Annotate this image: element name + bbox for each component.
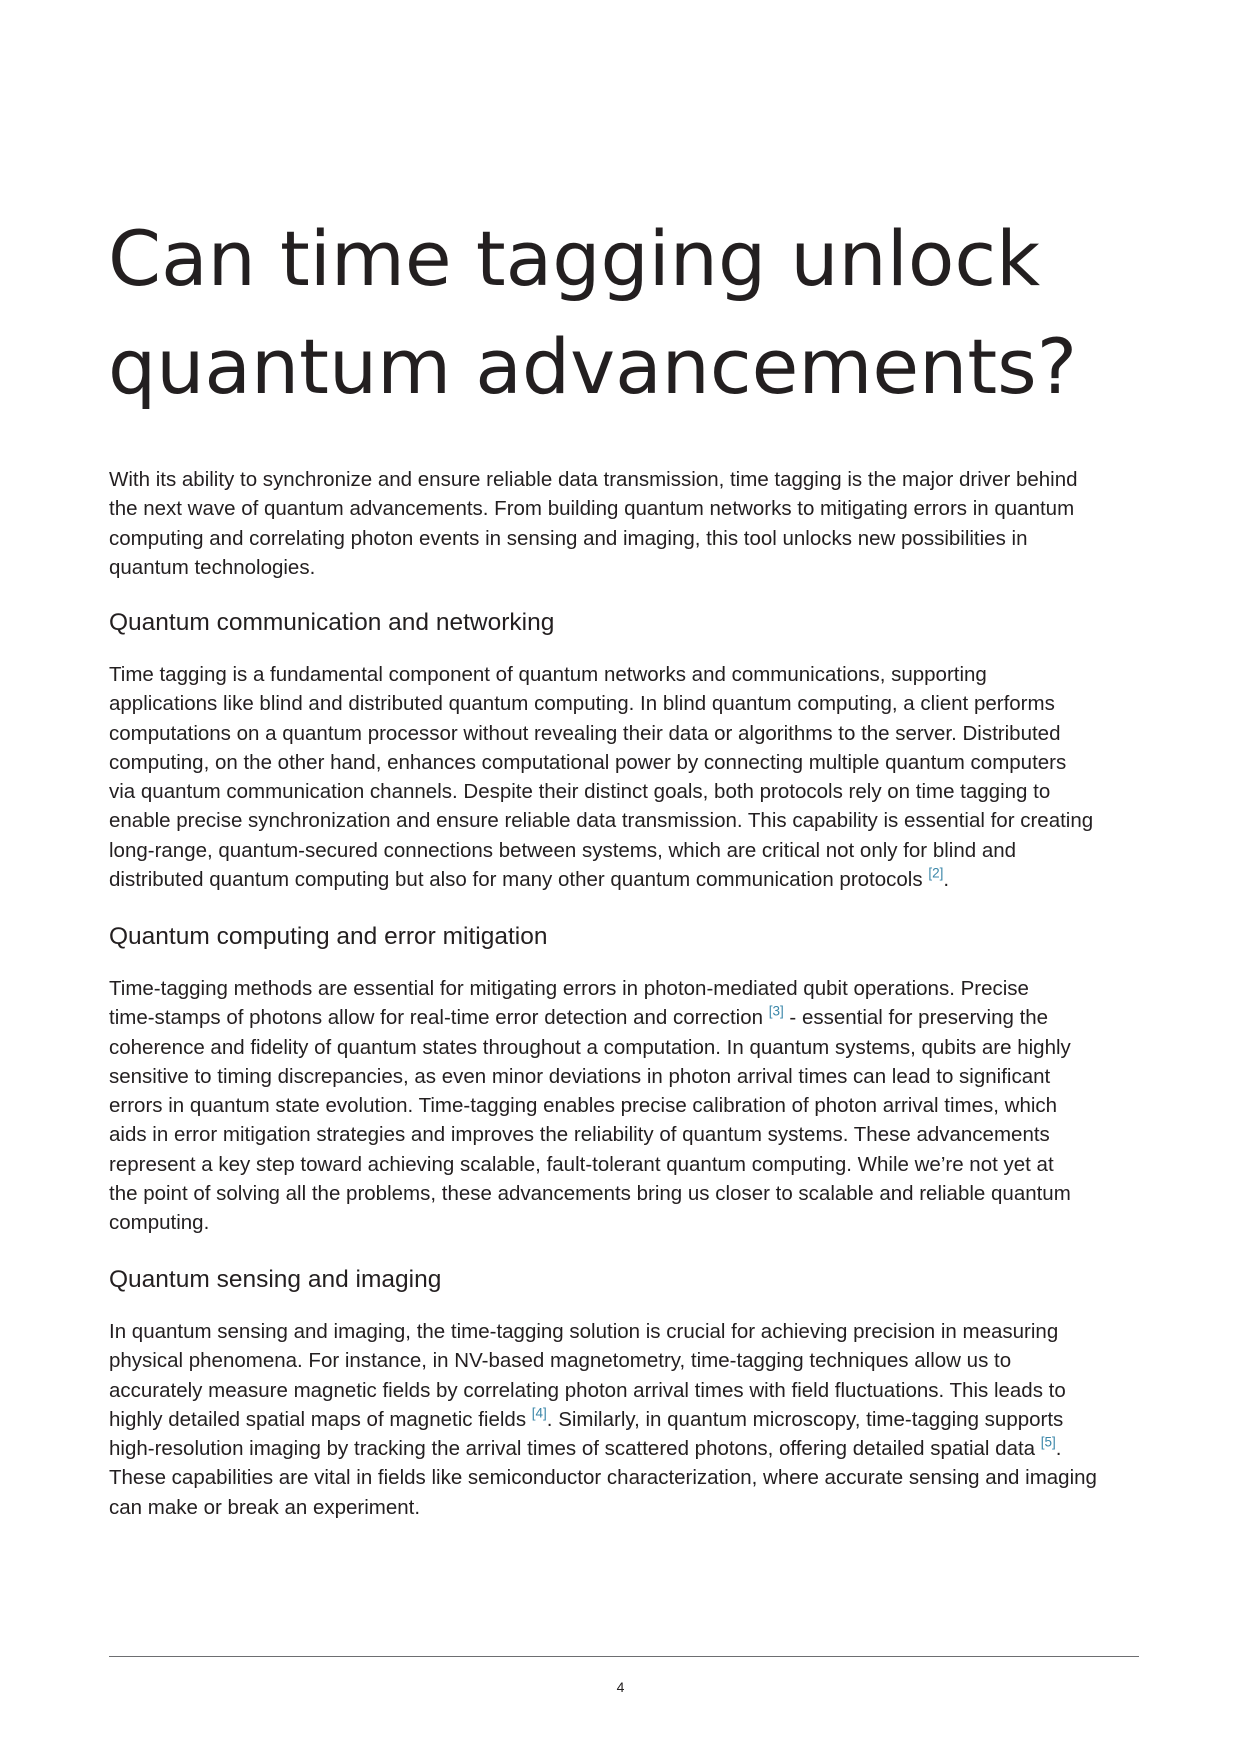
text-line: accurately measure magnetic fields by correlating photon arrival times with field fluctuations. This leads to [109, 1378, 1066, 1402]
section-sensing-paragraph [109, 1317, 1144, 1522]
text-fragment: . [943, 868, 950, 892]
page-number: 4 [616, 1679, 625, 1695]
text-line: Time-tagging methods are essential for mitigating errors in photon-mediated qubit operations. Precise [109, 977, 1029, 1000]
reference-link[interactable]: [5] [1040, 1434, 1056, 1450]
section-heading-communication: Quantum communication and networking [109, 609, 555, 636]
text-line: sensitive to timing discrepancies, as even minor deviations in photon arrival times can lead to significant [109, 1064, 1051, 1088]
text-line: With its ability to synchronize and ensure reliable data transmission, time tagging is the major driver behind [109, 468, 1078, 491]
text-line: applications like blind and distributed quantum computing. In blind quantum computing, a client performs [109, 692, 1055, 716]
reference-link[interactable]: [4] [531, 1405, 547, 1421]
text-line: physical phenomena. For instance, in NV-based magnetometry, time-tagging techniques allow us to [109, 1349, 1012, 1373]
text-fragment: . Similarly, in quantum microscopy, time-tagging supports [546, 1407, 1064, 1431]
text-fragment: time-stamps of photons allow for real-time error detection and correction [109, 1006, 764, 1030]
text-line: computing. [109, 1211, 210, 1235]
text-line: aids in error mitigation strategies and improves the reliability of quantum systems. These advancements [109, 1123, 1050, 1147]
footer-divider [109, 1656, 1139, 1657]
text-line: enable precise synchronization and ensure reliable data transmission. This capability is essential for creating [109, 809, 1094, 833]
text-line: via quantum communication channels. Despite their distinct goals, both protocols rely on time tagging to [109, 780, 1051, 804]
text-line: coherence and fidelity of quantum states throughout a computation. In quantum systems, qubits are highly [109, 1035, 1071, 1059]
text-line: computations on a quantum processor without revealing their data or algorithms to the server. Distributed [109, 721, 1061, 745]
section-heading-computing: Quantum computing and error mitigation [109, 923, 548, 950]
text-fragment: distributed quantum computing but also for many other quantum communication protocols [109, 868, 923, 892]
text-line: errors in quantum state evolution. Time-tagging enables precise calibration of photon arrival times, which [109, 1094, 1058, 1118]
text-line: Time tagging is a fundamental component of quantum networks and communications, supporting [109, 663, 987, 686]
reference-link[interactable]: [3] [768, 1003, 784, 1019]
text-line: computing and correlating photon events in sensing and imaging, this tool unlocks new possibilities in [109, 526, 1028, 550]
text-line [109, 1003, 1144, 1032]
intro-paragraph [109, 465, 1144, 582]
page-title-line: quantum advancements? [108, 322, 1078, 411]
text-fragment: highly detailed spatial maps of magnetic fields [109, 1407, 527, 1431]
text-line [109, 1405, 1144, 1434]
section-computing-paragraph [109, 974, 1144, 1238]
section-heading-sensing: Quantum sensing and imaging [109, 1266, 442, 1293]
text-line [109, 1434, 1144, 1463]
text-fragment: high-resolution imaging by tracking the arrival times of scattered photons, offering detailed spatial data [109, 1437, 1036, 1461]
page-title [108, 205, 1148, 421]
text-line: can make or break an experiment. [109, 1495, 421, 1519]
text-line: long-range, quantum-secured connections between systems, which are critical not only for blind and [109, 838, 1017, 862]
page-title-line: Can time tagging unlock [108, 214, 1041, 303]
text-line: computing, on the other hand, enhances computational power by connecting multiple quantum computers [109, 750, 1067, 774]
reference-link[interactable]: [2] [928, 865, 944, 881]
text-line: the next wave of quantum advancements. From building quantum networks to mitigating errors in quantum [109, 497, 1075, 521]
text-fragment: . [1055, 1437, 1062, 1461]
section-communication-paragraph [109, 660, 1144, 894]
text-fragment: - essential for preserving the [783, 1006, 1049, 1030]
text-line [109, 865, 1144, 894]
text-line: quantum technologies. [109, 555, 316, 579]
text-line: the point of solving all the problems, these advancements bring us closer to scalable and reliable quantum [109, 1182, 1071, 1206]
text-line: In quantum sensing and imaging, the time-tagging solution is crucial for achieving precision in measuring [109, 1320, 1059, 1343]
text-line: represent a key step toward achieving scalable, fault-tolerant quantum computing. While we’re not yet at [109, 1152, 1054, 1176]
text-line: These capabilities are vital in fields like semiconductor characterization, where accurate sensing and imaging [109, 1466, 1097, 1490]
